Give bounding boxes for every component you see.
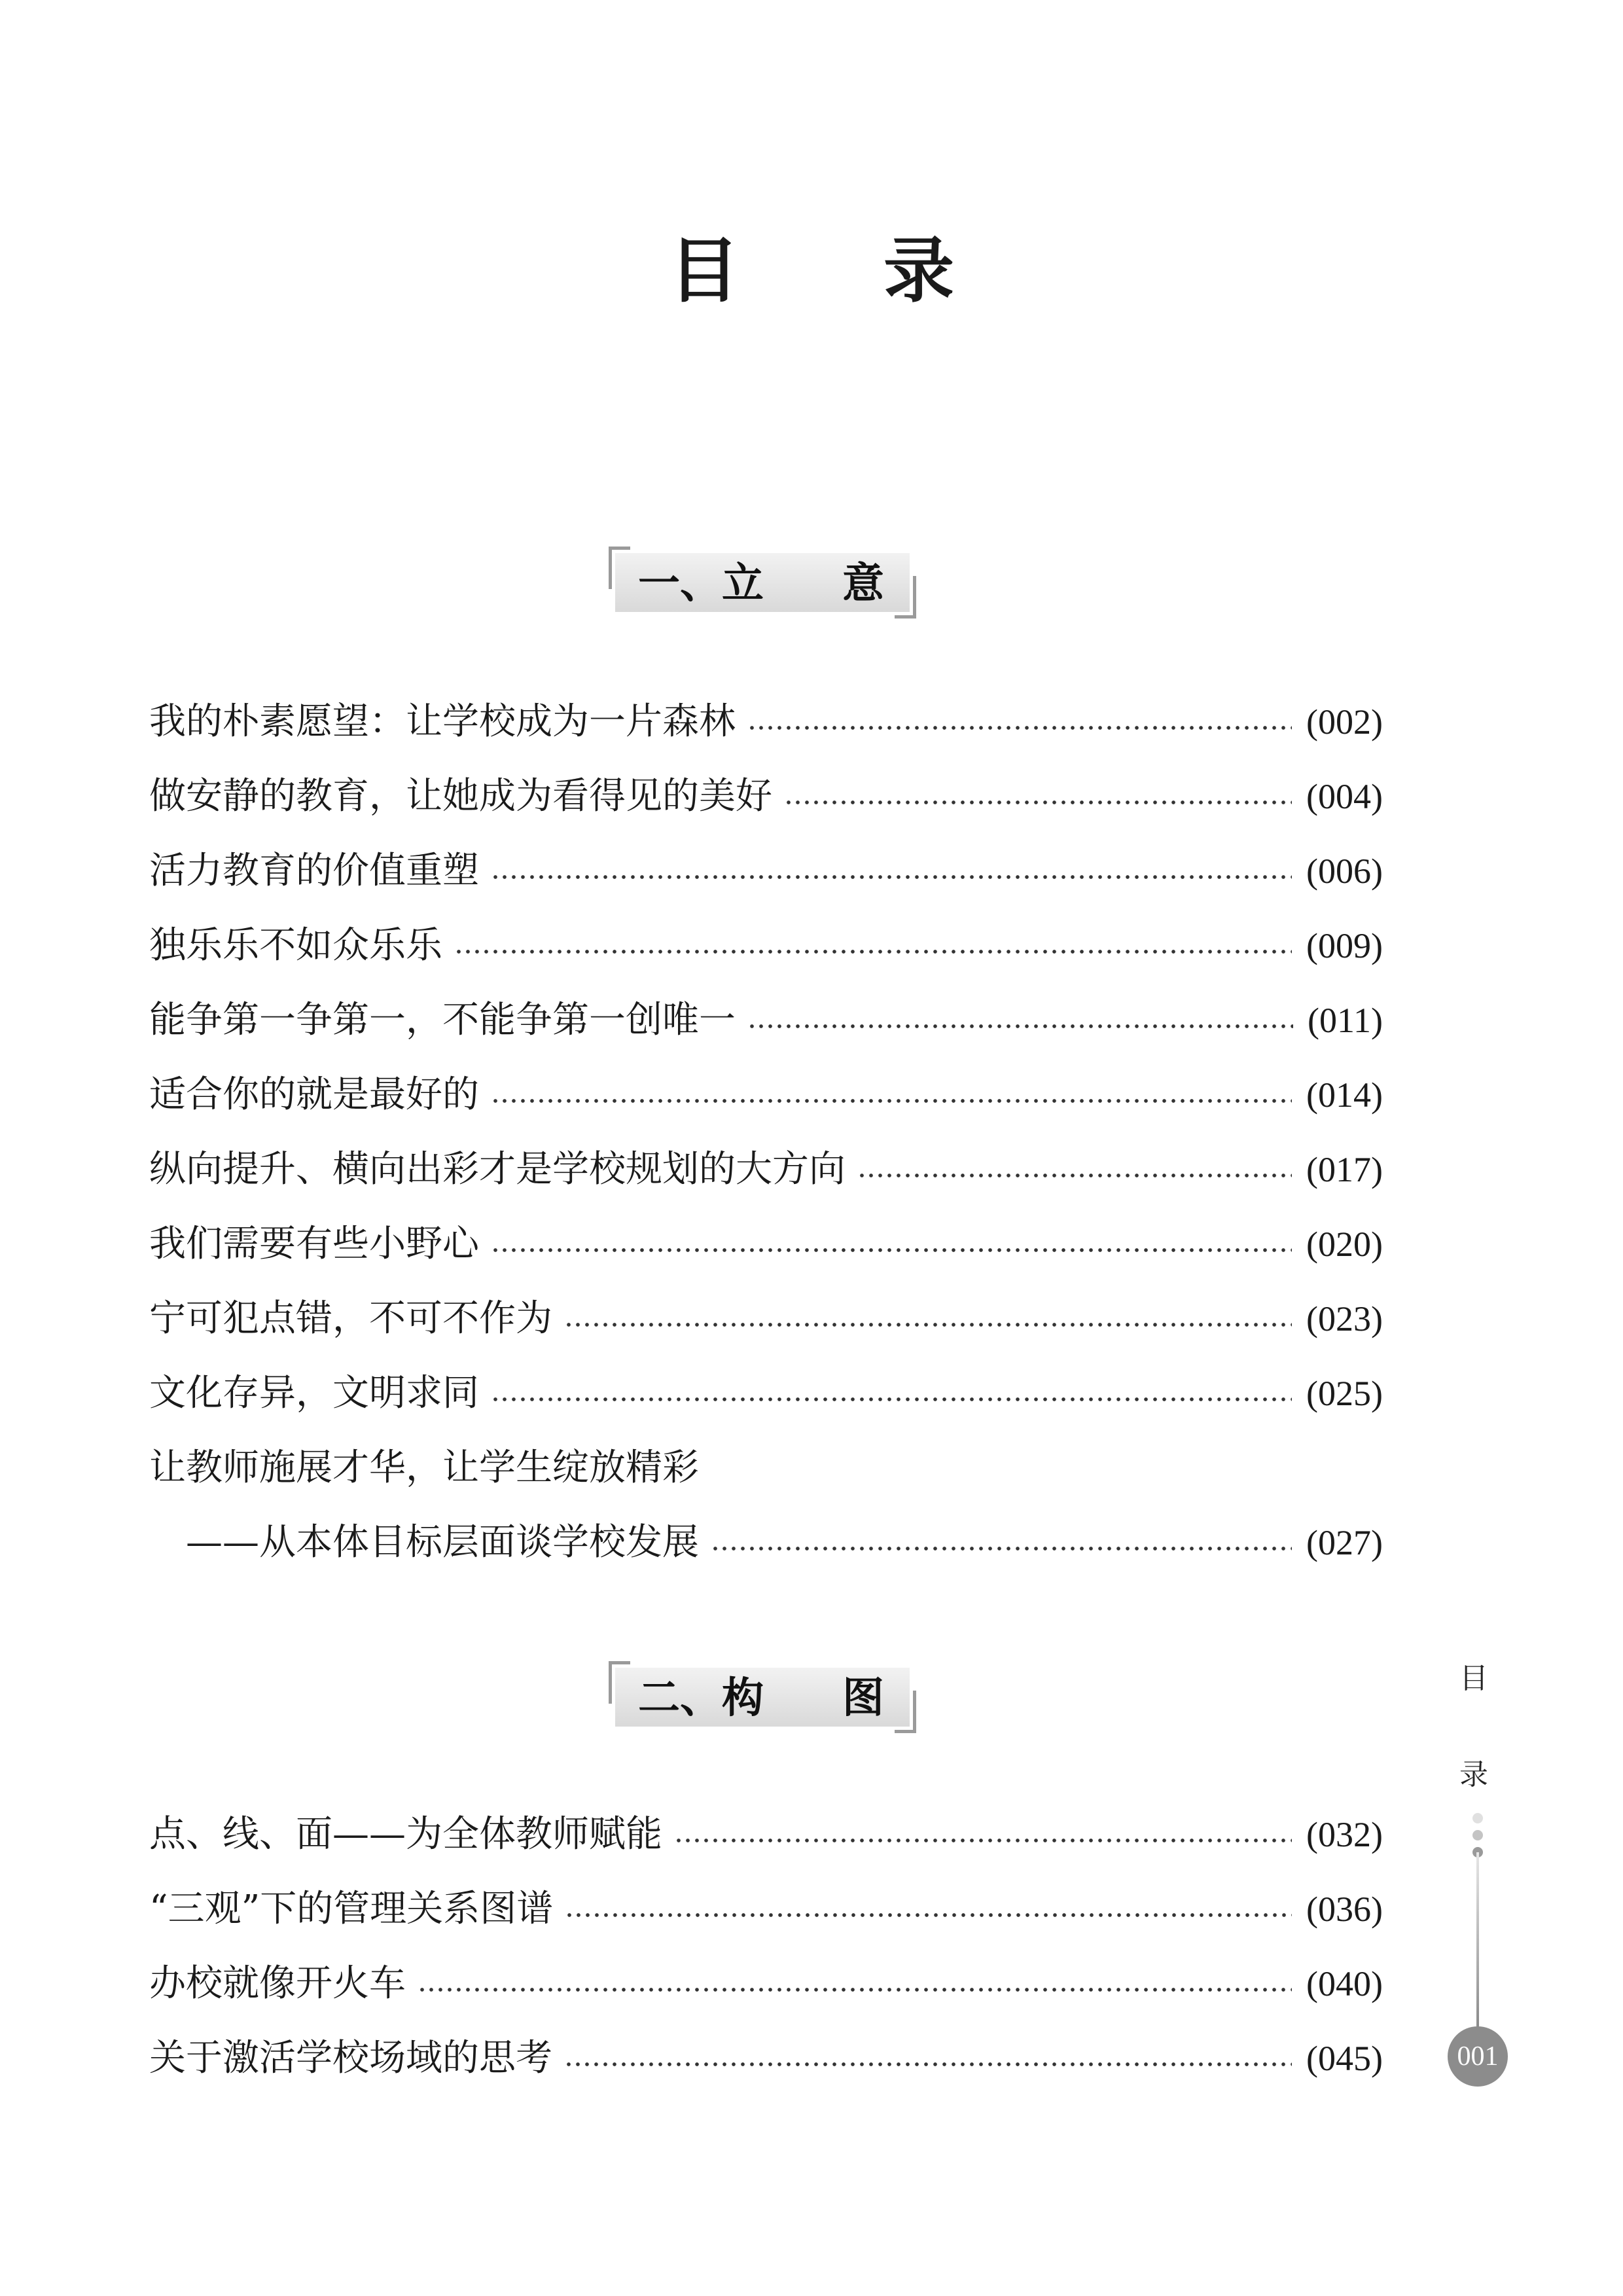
toc-entry[interactable] [149,908,1383,983]
toc-entry-title: 活力教育的价值重塑 [149,850,479,892]
toc-entry-title: 独乐乐不如众乐乐 [149,924,442,967]
toc-entry-title: 点、线、面——为全体教师赋能 [149,1813,662,1856]
toc-section-2 [149,1797,1383,2096]
toc-entry-page: (009) [1306,926,1383,965]
corner-bracket-icon [895,1691,916,1733]
corner-bracket-icon [609,547,630,589]
dot-leader [418,1988,1292,1992]
dot-leader [491,1248,1292,1252]
dot-leader [857,1174,1292,1177]
toc-entry-page: (002) [1306,702,1383,742]
toc-entry-title: 宁可犯点错，不可不作为 [149,1297,552,1340]
toc-entry-title: 让教师施展才华，让学生绽放精彩 [149,1446,699,1489]
section-heading-2 [609,1661,916,1727]
toc-entry-page: (023) [1306,1299,1383,1338]
toc-entry-page: (025) [1306,1374,1383,1413]
dot-leader [747,1024,1293,1028]
toc-entry-page: (017) [1306,1150,1383,1189]
toc-entry-page: (020) [1306,1225,1383,1264]
toc-entry-title: 办校就像开火车 [149,1962,406,2005]
toc-entry[interactable] [149,2021,1383,2096]
section-label-2b: 图 [842,1674,884,1723]
page-title [0,229,1623,314]
toc-entry-page: (014) [1306,1075,1383,1115]
dot-icon [1472,1813,1483,1823]
page-title-char-1: 目 [668,230,740,312]
toc-entry-page: (027) [1306,1523,1383,1562]
dot-leader [564,1323,1292,1327]
toc-entry-title: 做安静的教育，让她成为看得见的美好 [149,775,772,817]
toc-entry[interactable] [149,1872,1383,1946]
toc-entry-title: 能争第一争第一，不能争第一创唯一 [149,999,736,1041]
toc-entry-heading[interactable] [149,1431,1383,1505]
section-label-1b: 意 [842,560,884,608]
toc-entry-subtitle[interactable] [149,1505,1383,1580]
section-heading-1 [609,547,916,612]
toc-entry[interactable] [149,1946,1383,2021]
section-label-2a: 二、构 [638,1674,764,1723]
dot-leader [564,2062,1292,2066]
corner-bracket-icon [609,1661,630,1704]
side-rule [1476,1852,1479,2029]
dot-leader [747,726,1292,730]
toc-entry-page: (036) [1306,1890,1383,1929]
toc-entry[interactable] [149,685,1383,759]
toc-section-1 [149,685,1383,1580]
toc-entry-title: 适合你的就是最好的 [149,1073,479,1116]
toc-entry[interactable] [149,1207,1383,1282]
toc-entry[interactable] [149,834,1383,908]
page-title-char-2: 录 [883,230,955,312]
toc-entry-page: (006) [1306,852,1383,891]
dot-leader [674,1839,1292,1842]
toc-entry-title: 文化存异，文明求同 [149,1372,479,1414]
toc-entry[interactable] [149,1058,1383,1132]
dot-icon [1472,1830,1483,1840]
toc-entry-title: 我们需要有些小野心 [149,1223,479,1265]
toc-entry-page: (011) [1308,1001,1383,1040]
dot-leader [491,875,1292,879]
toc-entry[interactable] [149,983,1383,1058]
toc-entry-title: 关于激活学校场域的思考 [149,2037,552,2079]
running-head-char-2: 录 [1459,1758,1488,1791]
toc-entry[interactable] [149,1132,1383,1207]
toc-entry-title: ——从本体目标层面谈学校发展 [186,1521,699,1564]
dot-leader [784,800,1292,804]
toc-entry-title: “三观”下的管理关系图谱 [149,1888,554,1930]
toc-entry[interactable] [149,759,1383,834]
dot-leader [491,1397,1292,1401]
corner-bracket-icon [895,576,916,619]
dot-leader [491,1099,1292,1103]
toc-entry-page: (032) [1306,1815,1383,1854]
section-label-1a: 一、立 [638,560,764,608]
running-head-char-1: 目 [1459,1662,1488,1695]
toc-entry-page: (045) [1306,2039,1383,2078]
toc-entry-title: 我的朴素愿望：让学校成为一片森林 [149,700,736,743]
toc-entry[interactable] [149,1797,1383,1872]
dot-leader [711,1547,1292,1551]
toc-entry-title: 纵向提升、横向出彩才是学校规划的大方向 [149,1148,846,1191]
dot-leader [454,950,1292,954]
toc-entry[interactable] [149,1282,1383,1356]
page-number: 001 [1448,2026,1508,2087]
toc-entry-page: (004) [1306,777,1383,816]
toc-entry-page: (040) [1306,1964,1383,2003]
dot-leader [565,1913,1292,1917]
toc-entry[interactable] [149,1356,1383,1431]
